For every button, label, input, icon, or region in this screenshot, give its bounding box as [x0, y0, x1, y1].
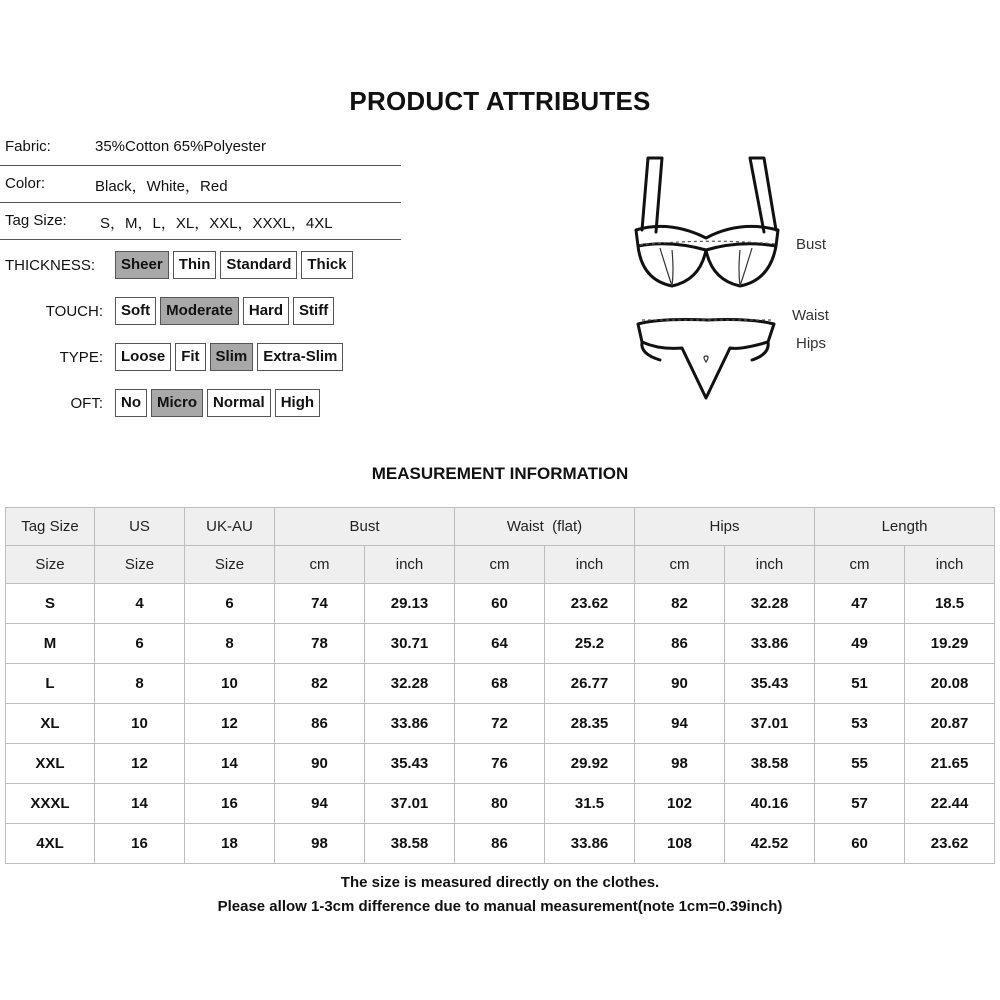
- table-cell: 38.58: [725, 744, 815, 784]
- table-cell: 108: [635, 824, 725, 864]
- table-cell: 90: [275, 744, 365, 784]
- table-cell: 98: [275, 824, 365, 864]
- header-cell: cm: [275, 546, 365, 584]
- table-cell: XL: [6, 704, 95, 744]
- table-cell: XXL: [6, 744, 95, 784]
- table-cell: 19.29: [905, 624, 995, 664]
- table-row: [6, 624, 995, 664]
- table-row: [6, 704, 995, 744]
- table-cell: M: [6, 624, 95, 664]
- table-cell: 57: [815, 784, 905, 824]
- table-cell: 14: [185, 744, 275, 784]
- table-cell: 86: [275, 704, 365, 744]
- table-cell: 8: [185, 624, 275, 664]
- header-cell: Size: [6, 546, 95, 584]
- option-sheer: Sheer: [115, 251, 169, 279]
- option-label: TOUCH:: [45, 303, 103, 320]
- table-cell: 78: [275, 624, 365, 664]
- note-line-1: The size is measured directly on the clothes.: [340, 874, 660, 891]
- table-cell: 33.86: [365, 704, 455, 744]
- header-cell: UK-AU: [185, 508, 275, 546]
- table-cell: 90: [635, 664, 725, 704]
- option-thick: Thick: [301, 251, 352, 279]
- option-row-type: [5, 343, 405, 373]
- table-cell: 10: [95, 704, 185, 744]
- header-cell: cm: [815, 546, 905, 584]
- table-cell: 40.16: [725, 784, 815, 824]
- option-label: THICKNESS:: [5, 257, 96, 274]
- table-cell: 20.08: [905, 664, 995, 704]
- table-row: [6, 584, 995, 624]
- note-line-2: Please allow 1-3cm difference due to manual measurement(note 1cm=0.39inch): [217, 898, 783, 915]
- table-cell: 47: [815, 584, 905, 624]
- table-row: [6, 784, 995, 824]
- option-row-thickness: [5, 251, 405, 281]
- option-group: [115, 297, 334, 325]
- table-cell: 60: [455, 584, 545, 624]
- table-cell: 102: [635, 784, 725, 824]
- table-cell: 29.92: [545, 744, 635, 784]
- table-cell: 31.5: [545, 784, 635, 824]
- header-cell: inch: [365, 546, 455, 584]
- option-stiff: Stiff: [293, 297, 334, 325]
- table-cell: 23.62: [545, 584, 635, 624]
- table-cell: 32.28: [365, 664, 455, 704]
- attr-label: Tag Size:: [5, 212, 67, 229]
- table-header-row: [6, 508, 995, 546]
- table-cell: 72: [455, 704, 545, 744]
- table-cell: 32.28: [725, 584, 815, 624]
- option-high: High: [275, 389, 320, 417]
- attr-value: Black，White，Red: [95, 178, 228, 195]
- attr-label: Fabric:: [5, 138, 51, 155]
- table-cell: S: [6, 584, 95, 624]
- table-cell: 12: [95, 744, 185, 784]
- table-cell: 23.62: [905, 824, 995, 864]
- table-cell: 30.71: [365, 624, 455, 664]
- table-cell: 10: [185, 664, 275, 704]
- size-chart-table: [5, 507, 995, 864]
- hips-label: Hips: [796, 335, 827, 352]
- option-no: No: [115, 389, 147, 417]
- header-cell: Bust: [275, 508, 455, 546]
- table-cell: 42.52: [725, 824, 815, 864]
- header-cell: Hips: [635, 508, 815, 546]
- option-standard: Standard: [220, 251, 297, 279]
- header-cell: inch: [905, 546, 995, 584]
- table-cell: 37.01: [365, 784, 455, 824]
- table-cell: 28.35: [545, 704, 635, 744]
- table-cell: 16: [185, 784, 275, 824]
- table-cell: 60: [815, 824, 905, 864]
- table-cell: 86: [635, 624, 725, 664]
- header-cell: Size: [95, 546, 185, 584]
- option-normal: Normal: [207, 389, 271, 417]
- option-label: OFT:: [70, 395, 103, 412]
- table-cell: 98: [635, 744, 725, 784]
- table-body: [6, 584, 995, 864]
- table-row: [6, 744, 995, 784]
- table-cell: 25.2: [545, 624, 635, 664]
- divider: [0, 202, 401, 203]
- table-cell: 14: [95, 784, 185, 824]
- table-cell: 49: [815, 624, 905, 664]
- table-cell: L: [6, 664, 95, 704]
- option-label: TYPE:: [59, 349, 103, 366]
- option-slim: Slim: [210, 343, 254, 371]
- table-cell: 6: [95, 624, 185, 664]
- option-micro: Micro: [151, 389, 203, 417]
- header-cell: Tag Size: [6, 508, 95, 546]
- option-soft: Soft: [115, 297, 156, 325]
- table-cell: 21.65: [905, 744, 995, 784]
- option-group: [115, 251, 353, 279]
- option-moderate: Moderate: [160, 297, 239, 325]
- option-group: [115, 343, 343, 371]
- table-cell: 94: [275, 784, 365, 824]
- lingerie-illustration: [620, 150, 880, 410]
- table-subheader-row: [6, 546, 995, 584]
- table-row: [6, 824, 995, 864]
- table-cell: 26.77: [545, 664, 635, 704]
- option-hard: Hard: [243, 297, 289, 325]
- table-cell: 53: [815, 704, 905, 744]
- table-cell: 68: [455, 664, 545, 704]
- header-cell: inch: [545, 546, 635, 584]
- table-cell: 51: [815, 664, 905, 704]
- table-cell: 33.86: [545, 824, 635, 864]
- option-thin: Thin: [173, 251, 217, 279]
- table-cell: 16: [95, 824, 185, 864]
- table-cell: 8: [95, 664, 185, 704]
- table-cell: 20.87: [905, 704, 995, 744]
- table-cell: 76: [455, 744, 545, 784]
- option-row-oft: [5, 389, 405, 419]
- table-cell: 18.5: [905, 584, 995, 624]
- table-cell: 12: [185, 704, 275, 744]
- table-cell: XXXL: [6, 784, 95, 824]
- table-cell: 33.86: [725, 624, 815, 664]
- table-cell: 18: [185, 824, 275, 864]
- header-cell: US: [95, 508, 185, 546]
- table-cell: 55: [815, 744, 905, 784]
- garment-diagram: [620, 150, 880, 410]
- table-cell: 82: [635, 584, 725, 624]
- header-cell: cm: [455, 546, 545, 584]
- table-cell: 82: [275, 664, 365, 704]
- table-cell: 29.13: [365, 584, 455, 624]
- header-cell: Waist (flat): [455, 508, 635, 546]
- header-cell: Size: [185, 546, 275, 584]
- table-cell: 80: [455, 784, 545, 824]
- table-cell: 22.44: [905, 784, 995, 824]
- attr-value: S，M，L，XL，XXL，XXXL，4XL: [100, 215, 333, 232]
- table-cell: 35.43: [365, 744, 455, 784]
- divider: [0, 165, 401, 166]
- table-cell: 37.01: [725, 704, 815, 744]
- option-loose: Loose: [115, 343, 171, 371]
- header-cell: Length: [815, 508, 995, 546]
- table-cell: 35.43: [725, 664, 815, 704]
- option-extra-slim: Extra-Slim: [257, 343, 343, 371]
- table-cell: 86: [455, 824, 545, 864]
- table-cell: 64: [455, 624, 545, 664]
- table-cell: 38.58: [365, 824, 455, 864]
- header-cell: inch: [725, 546, 815, 584]
- table-cell: 94: [635, 704, 725, 744]
- table-cell: 6: [185, 584, 275, 624]
- table-cell: 4: [95, 584, 185, 624]
- attr-label: Color:: [5, 175, 46, 192]
- divider: [0, 239, 401, 240]
- measurement-title: MEASUREMENT INFORMATION: [371, 464, 629, 483]
- table-row: [6, 664, 995, 704]
- page-title: PRODUCT ATTRIBUTES: [349, 86, 651, 116]
- option-row-touch: [5, 297, 405, 327]
- table-cell: 74: [275, 584, 365, 624]
- attr-value: 35%Cotton 65%Polyester: [95, 138, 266, 155]
- bust-label: Bust: [796, 236, 827, 253]
- header-cell: cm: [635, 546, 725, 584]
- table-cell: 4XL: [6, 824, 95, 864]
- option-fit: Fit: [175, 343, 205, 371]
- waist-label: Waist: [792, 307, 829, 324]
- option-group: [115, 389, 320, 417]
